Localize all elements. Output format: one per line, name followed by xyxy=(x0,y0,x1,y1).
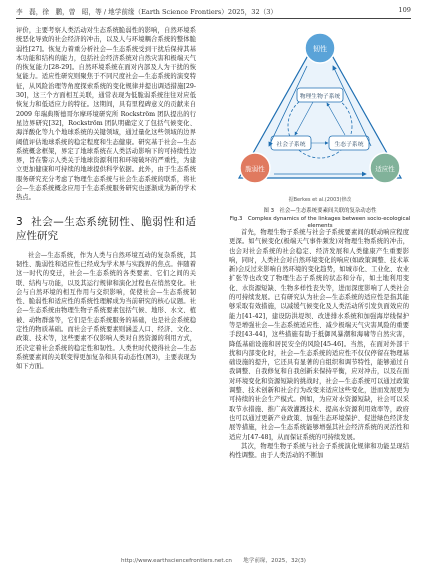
left-column xyxy=(16,26,196,372)
section-number: 3 xyxy=(16,215,23,228)
header-rule xyxy=(16,18,411,19)
figure-3-diagram xyxy=(229,26,411,194)
figure-caption-en: Fig.3 Complex dynamics of the linkages between socio-ecological elements xyxy=(229,215,411,230)
page-footer: http://www.earthsciencefrontiers.net.cn 地学前缘，2025，32(3) xyxy=(121,558,306,564)
biophysical-subsystem-label: 物理生物子系统 xyxy=(299,94,341,100)
left-paragraph-2: 社会—生态系统，作为人类与自然环境互动的复杂系统，其韧性、脆弱性和适应性已经成为学术界与实践界的焦点。伴随着这一时代的变迁，社会—生态系统的各类要素、它们之间的关联、结构与功能，以及其运行规律和演化过程也在悄然变化。社会与自然环境的相互作用与交织影响，促使社会—生态系统韧性、脆弱性和适应性的系统性理解成为当前研究的核心议题。社会—生态系统由物理生物子系统要素包括气候、地形、水文、植被、动物群落等，它们是生态系统服务的基础，也是社会系统稳定性的物质基础。而社会子系统要素则涵盖人口、经济、文化、政策、技术等，这些要素不仅影响人类对自然资源的利用方式，还决定着社会系统的稳定性和韧性。人类世时代使得社会—生态系统要素间的关联变得更加复杂和具有动态性(图3)，主要表现为如下方面。 xyxy=(16,251,196,371)
running-header xyxy=(16,6,411,18)
right-column xyxy=(229,26,409,460)
right-paragraph-2: 其次，物理生物子系统与社会子系统演化规律和功能呈现结构性调整。由于人类活动的不断加 xyxy=(229,442,409,460)
resilience-label: 韧性 xyxy=(313,45,327,53)
figure-caption-cn: 图 3 社会—生态系统要素间关联的复杂动态性 xyxy=(263,208,377,215)
vulnerability-label: 脆弱性 xyxy=(245,165,265,173)
figure-source-note: 据Berkes et al.(2003)修改 xyxy=(288,197,352,203)
adaptability-label: 适应性 xyxy=(375,165,395,173)
ecological-subsystem-label: 生态子系统 xyxy=(334,142,364,148)
page-number: 109 xyxy=(398,6,411,14)
right-paragraph-1: 首先，物理生物子系统与社会子系统要素间的联动响应程度更深。如气候变化(极端天气事件频发)对物理生物系统的冲击，也会对社会系统的社会稳定、经济发展和人类健康产生重要影响，同时，人类社会对自然环境变化的响应(如政策调整、技术革新)会反过来影响自然环境的变化趋势，如城市化、工业化、农业扩张等也改变了物理生态子系统的状态和分布，如土地利用变化、水资源短缺、生物多样性丧失等，进而深度影响了人类社会的可持续发展。已有研究认为社会—生态系统的适应性是指其能够采取有效措施，以减缓气候变化及人类活动所引发负面效应的能力[41-42]，建设防洪堤坝、改进排水系统和加强海岸线保护等是增强社会—生态系统适应性、减少极端天气灾害风险的重要手段[43-44]，这些措施有助于抵御风暴潮和海啸等自然灾害，降低基础设施和居民安全的风险[45-46]。当然，在面对外部干扰和内部变化时，社会—生态系统的适应性不仅仅停留在物理基础设施的提升，它还具有显著的自组织和调节特性，能够通过自我调整、自我修复和自我创新来保持平衡，应对冲击，以及在面对环境变化和资源短缺的挑战时，社会—生态系统可以通过政策调整、技术创新和社会行为改变来适应这些变化，进而发展更为可持续的社会生产模式。例如，为应对水资源短缺，社会可以采取节水措施、推广高效灌溉技术、提高水资源利用效率等，政府也可以通过更新产业政策、加强生态环境保护、促进绿色经济发展等措施，社会—生态系统能够增强其社会经济系统的灵活性和适应力[47-48]，从而保证系统的可持续发展。 xyxy=(229,229,409,441)
social-subsystem-label: 社会子系统 xyxy=(276,142,306,148)
section-title: 社会—生态系统韧性、脆弱性和适应性研究 xyxy=(16,215,196,242)
figure-3 xyxy=(229,26,411,230)
header-authors-journal: 李 磊，徐 鹏，曾 昭，等 / 地学前缘（Earth Science Frontiers）2025，32（3） xyxy=(16,8,278,16)
left-paragraph-1: 评价，主要考察人类活动对生态系统脆弱性的影响，自然环境系统恶化导致的社会经济的冲击，以及人与环境耦合系统的整体脆弱性[27]。恢复力着重分析社会—生态系统受到干扰后保持其基本功能和结构的能力，包括社会经济系统对自然灾害和极端天气的恢复能力[28-29]。自然环境系统在面对内部及人为干扰的恢复能力。适应性研究则聚焦于不同尺度社会—生态系统的演变特征，从风险治理等角度探索系统的变化规律并提出调适措施[29-30]，这三个方面相互关联，通常表现为低脆弱系统往往对应低恢复力和低适应力的特征。这期间，具有里程碑意义的贡献来自 2009 年瑞典斯德哥尔摩环境研究所 Rockström 团队提出的行星边界研究[32]，Rockström 团队明确定义了包括气候变化、海洋酸化等九个地球系统的关键领域，通过量化这些领域的边界阈值评估地球系统的稳定程度和生态健康。研究基于社会—生态系统概念框架，界定了地球系统在人类活动影响下的可持续性边界，旨在警示人类关于地球资源利用和环境破坏的严重性，为建立更加健康和可持续的地球提供科学依据。此外，由于生态系统服务研究充分考虑了物理生态系统与社会生态系统的联系，将社会—生态系统概念应用于生态系统服务研究也逐渐成为新的学术热点。 xyxy=(16,27,196,202)
figure-caption xyxy=(229,208,411,231)
section-heading xyxy=(16,215,196,243)
